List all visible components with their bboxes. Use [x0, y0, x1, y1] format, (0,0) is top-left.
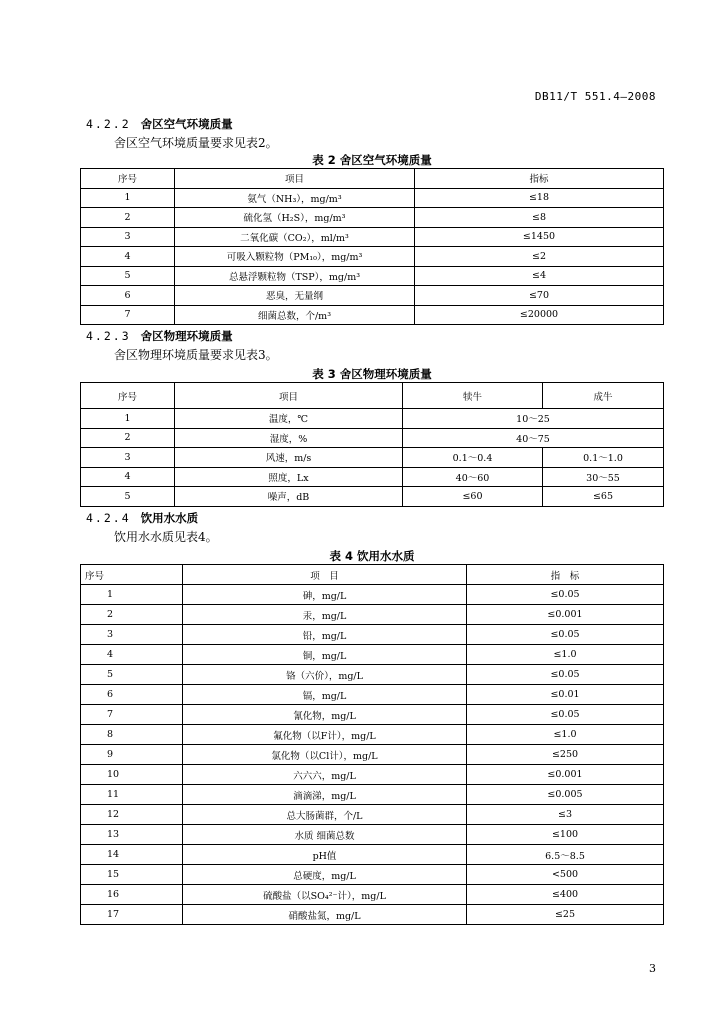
section-text: 舍区空气环境质量要求见表2。 [114, 136, 278, 150]
row-number: 6 [81, 286, 175, 306]
adult-value-cell: ≤65 [543, 487, 664, 507]
row-number: 14 [81, 845, 183, 865]
table-header-row [81, 169, 664, 189]
limit-cell: ≤250 [467, 745, 664, 765]
table-row [81, 605, 664, 625]
table-header-row [81, 383, 664, 409]
header-cell: 序号 [81, 565, 183, 585]
limit-cell: ≤2 [415, 247, 664, 267]
header-cell: 项 目 [183, 565, 467, 585]
row-number: 15 [81, 865, 183, 885]
row-number: 3 [81, 227, 175, 247]
row-number: 10 [81, 765, 183, 785]
row-number: 2 [81, 208, 175, 228]
row-number: 11 [81, 785, 183, 805]
table-header-row [81, 565, 664, 585]
adult-value-cell: 0.1～1.0 [543, 448, 664, 468]
row-number: 9 [81, 745, 183, 765]
row-number: 6 [81, 685, 183, 705]
row-number: 17 [81, 905, 183, 925]
item-cell: 硫酸盐（以SO₄²⁻计），mg/L [183, 885, 467, 905]
item-cell: 水质 细菌总数 [183, 825, 467, 845]
table-row [81, 685, 664, 705]
air-quality-table [80, 168, 664, 325]
section-heading-4-2-2 [86, 116, 233, 132]
limit-cell: ≤1450 [415, 227, 664, 247]
item-cell: 硫化氢（H₂S），mg/m³ [175, 208, 415, 228]
row-number: 5 [81, 266, 175, 286]
table-row [81, 585, 664, 605]
item-cell: 氨气（NH₃），mg/m³ [175, 188, 415, 208]
adult-value-cell: 30～55 [543, 467, 664, 487]
table-row [81, 208, 664, 228]
table-row [81, 188, 664, 208]
limit-cell: ≤0.01 [467, 685, 664, 705]
item-cell: 噪声，dB [175, 487, 403, 507]
item-cell: 温度，℃ [175, 409, 403, 429]
header-cell: 指 标 [467, 565, 664, 585]
table-row [81, 725, 664, 745]
table-row [81, 765, 664, 785]
row-number: 13 [81, 825, 183, 845]
item-cell: 二氧化碳（CO₂），ml/m³ [175, 227, 415, 247]
section-number: 4.2.4 [86, 511, 131, 525]
row-number: 2 [81, 605, 183, 625]
table-row [81, 487, 664, 507]
section-title: 饮用水水质 [140, 511, 199, 525]
item-cell: 铅，mg/L [183, 625, 467, 645]
row-number: 2 [81, 428, 175, 448]
table-row [81, 825, 664, 845]
header-cell: 序号 [81, 383, 175, 409]
header-cell: 指标 [415, 169, 664, 189]
table-row [81, 467, 664, 487]
limit-cell: ≤0.001 [467, 765, 664, 785]
item-cell: 铬（六价），mg/L [183, 665, 467, 685]
limit-cell: ≤20000 [415, 305, 664, 325]
row-number: 8 [81, 725, 183, 745]
row-number: 5 [81, 665, 183, 685]
limit-cell: ≤0.05 [467, 705, 664, 725]
drinking-water-table [80, 564, 664, 925]
limit-cell: ≤3 [467, 805, 664, 825]
item-cell: 硝酸盐氮，mg/L [183, 905, 467, 925]
item-cell: 汞，mg/L [183, 605, 467, 625]
item-cell: 镉，mg/L [183, 685, 467, 705]
physical-environment-table [80, 382, 664, 507]
table-row [81, 905, 664, 925]
limit-cell: ≤70 [415, 286, 664, 306]
section-number: 4.2.3 [86, 329, 131, 343]
limit-cell: ≤0.05 [467, 585, 664, 605]
section-title: 舍区空气环境质量 [140, 117, 233, 131]
table-row [81, 305, 664, 325]
table-row [81, 227, 664, 247]
table-row [81, 266, 664, 286]
limit-cell: <500 [467, 865, 664, 885]
table-row [81, 247, 664, 267]
item-cell: 总大肠菌群，个/L [183, 805, 467, 825]
table-row [81, 845, 664, 865]
item-cell: 氯化物（以Cl计），mg/L [183, 745, 467, 765]
limit-cell: ≤8 [415, 208, 664, 228]
table-row [81, 705, 664, 725]
item-cell: 总悬浮颗粒物（TSP），mg/m³ [175, 266, 415, 286]
row-number: 4 [81, 247, 175, 267]
section-text: 饮用水水质见表4。 [114, 530, 218, 544]
section-number: 4.2.2 [86, 117, 131, 131]
row-number: 5 [81, 487, 175, 507]
row-number: 7 [81, 305, 175, 325]
table-row [81, 645, 664, 665]
document-code: DB11/T 551.4—2008 [534, 90, 656, 103]
table-row [81, 785, 664, 805]
limit-cell: ≤0.001 [467, 605, 664, 625]
row-number: 3 [81, 448, 175, 468]
item-cell: 铜，mg/L [183, 645, 467, 665]
item-cell: 滴滴涕，mg/L [183, 785, 467, 805]
shared-value-cell: 10～25 [403, 409, 664, 429]
row-number: 7 [81, 705, 183, 725]
row-number: 16 [81, 885, 183, 905]
header-cell: 项目 [175, 383, 403, 409]
table-caption: 表 3 舍区物理环境质量 [312, 367, 432, 381]
row-number: 1 [81, 585, 183, 605]
page-number: 3 [649, 962, 656, 975]
item-cell: 六六六，mg/L [183, 765, 467, 785]
table-caption: 表 4 饮用水水质 [329, 549, 415, 563]
row-number: 1 [81, 409, 175, 429]
item-cell: 氰化物，mg/L [183, 705, 467, 725]
item-cell: 可吸入颗粒物（PM₁₀），mg/m³ [175, 247, 415, 267]
table-row [81, 428, 664, 448]
limit-cell: ≤400 [467, 885, 664, 905]
limit-cell: ≤4 [415, 266, 664, 286]
item-cell: 氟化物（以F计），mg/L [183, 725, 467, 745]
table-row [81, 409, 664, 429]
limit-cell: ≤1.0 [467, 725, 664, 745]
item-cell: pH值 [183, 845, 467, 865]
table-row [81, 745, 664, 765]
table-row [81, 286, 664, 306]
section-title: 舍区物理环境质量 [140, 329, 233, 343]
limit-cell: 6.5～8.5 [467, 845, 664, 865]
section-heading-4-2-3 [86, 328, 233, 344]
item-cell: 照度，Lx [175, 467, 403, 487]
limit-cell: ≤18 [415, 188, 664, 208]
item-cell: 砷，mg/L [183, 585, 467, 605]
row-number: 12 [81, 805, 183, 825]
table-row [81, 448, 664, 468]
table-row [81, 805, 664, 825]
limit-cell: ≤0.05 [467, 625, 664, 645]
item-cell: 湿度，% [175, 428, 403, 448]
table-row [81, 885, 664, 905]
table-row [81, 665, 664, 685]
row-number: 4 [81, 467, 175, 487]
shared-value-cell: 40～75 [403, 428, 664, 448]
header-cell: 成牛 [543, 383, 664, 409]
table-row [81, 865, 664, 885]
calf-value-cell: 0.1～0.4 [403, 448, 543, 468]
calf-value-cell: ≤60 [403, 487, 543, 507]
item-cell: 细菌总数，个/m³ [175, 305, 415, 325]
item-cell: 总硬度，mg/L [183, 865, 467, 885]
row-number: 3 [81, 625, 183, 645]
table-caption: 表 2 舍区空气环境质量 [312, 153, 432, 167]
item-cell: 风速，m/s [175, 448, 403, 468]
table-row [81, 625, 664, 645]
header-cell: 项目 [175, 169, 415, 189]
limit-cell: ≤25 [467, 905, 664, 925]
section-text: 舍区物理环境质量要求见表3。 [114, 348, 278, 362]
header-cell: 序号 [81, 169, 175, 189]
limit-cell: ≤0.005 [467, 785, 664, 805]
header-cell: 犊牛 [403, 383, 543, 409]
item-cell: 恶臭，无量纲 [175, 286, 415, 306]
limit-cell: ≤0.05 [467, 665, 664, 685]
calf-value-cell: 40～60 [403, 467, 543, 487]
section-heading-4-2-4 [86, 510, 198, 526]
limit-cell: ≤100 [467, 825, 664, 845]
limit-cell: ≤1.0 [467, 645, 664, 665]
row-number: 4 [81, 645, 183, 665]
row-number: 1 [81, 188, 175, 208]
